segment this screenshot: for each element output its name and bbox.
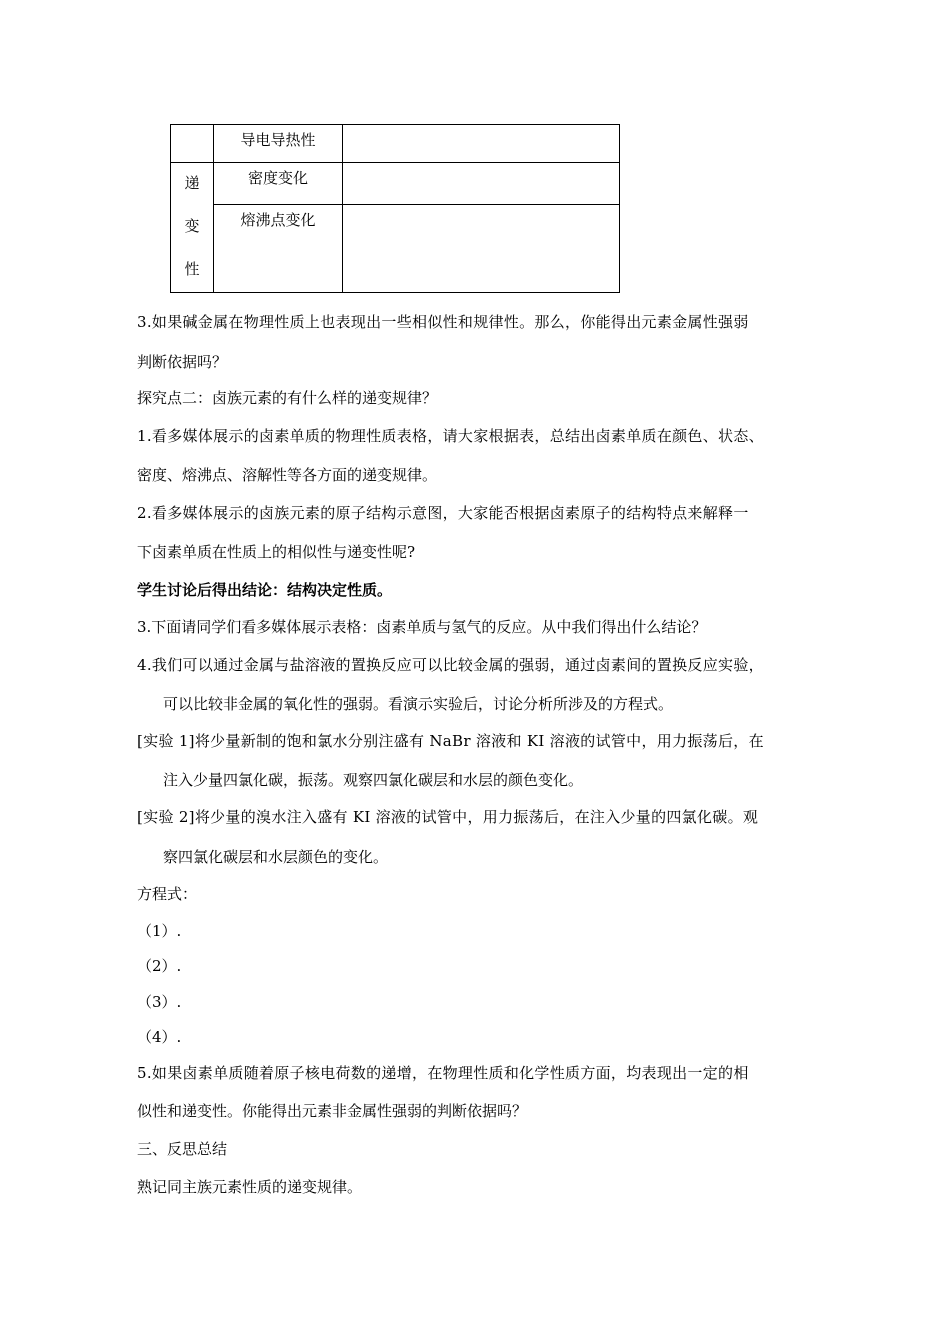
- paragraph-4-line-1: 4.我们可以通过金属与盐溶液的置换反应可以比较金属的强弱，通过卤素间的置换反应实验，: [137, 656, 764, 674]
- equation-3: （3）.: [137, 993, 182, 1011]
- properties-table: [170, 124, 620, 293]
- section-heading-2: 探究点二：卤族元素的有什么样的递变规律？: [137, 389, 438, 407]
- summary-text: 熟记同主族元素性质的递变规律。: [137, 1178, 363, 1196]
- group-label-cell: [171, 163, 214, 293]
- paragraph-1-line-2: 密度、熔沸点、溶解性等各方面的递变规律。: [137, 466, 438, 484]
- equation-4: （4）.: [137, 1028, 182, 1046]
- paragraph-4-line-2: 可以比较非金属的氧化性的强弱。看演示实验后，讨论分析所涉及的方程式。: [163, 695, 674, 713]
- table-cell-value: [343, 125, 620, 163]
- experiment-2-line-1: [实验 2]将少量的溴水注入盛有 KI 溶液的试管中，用力振荡后，在注入少量的四氯化碳。观: [137, 808, 759, 826]
- paragraph-1-line-1: 1.看多媒体展示的卤素单质的物理性质表格，请大家根据表，总结出卤素单质在颜色、状态、: [137, 427, 764, 445]
- group-label-char: 递: [184, 174, 200, 192]
- experiment-1-line-1: [实验 1]将少量新制的饱和氯水分别注盛有 NaBr 溶液和 KI 溶液的试管中，用力振荡后，在: [137, 732, 764, 750]
- experiment-1-line-2: 注入少量四氯化碳，振荡。观察四氯化碳层和水层的颜色变化。: [163, 771, 584, 789]
- row-label: 熔沸点变化: [240, 210, 316, 229]
- table-cell-label: [214, 163, 343, 205]
- table-cell-empty: [171, 125, 214, 163]
- paragraph-2-line-1: 2.看多媒体展示的卤族元素的原子结构示意图，大家能否根据卤素原子的结构特点来解释一: [137, 504, 749, 522]
- conclusion-bold: 学生讨论后得出结论：结构决定性质。: [137, 581, 393, 599]
- table-cell-value: [343, 163, 620, 205]
- equation-1: （1）.: [137, 922, 182, 940]
- row-label: 导电导热性: [240, 131, 316, 149]
- equation-2: （2）.: [137, 957, 182, 975]
- paragraph-3-line-1: 3.如果碱金属在物理性质上也表现出一些相似性和规律性。那么，你能得出元素金属性强弱: [137, 313, 749, 331]
- table-row: [171, 125, 620, 163]
- table-cell-label: [214, 125, 343, 163]
- paragraph-5-line-1: 5.如果卤素单质随着原子核电荷数的递增，在物理性质和化学性质方面，均表现出一定的相: [137, 1064, 749, 1082]
- table-cell-label: [214, 204, 343, 292]
- experiment-2-line-2: 察四氯化碳层和水层颜色的变化。: [163, 848, 389, 866]
- table-cell-value: [343, 204, 620, 292]
- paragraph-3b: 3.下面请同学们看多媒体展示表格：卤素单质与氢气的反应。从中我们得出什么结论？: [137, 618, 707, 636]
- paragraph-5-line-2: 似性和递变性。你能得出元素非金属性强弱的判断依据吗？: [137, 1102, 528, 1120]
- table-row: [171, 163, 620, 205]
- group-label-char: 性: [184, 260, 200, 278]
- row-label: 密度变化: [247, 169, 308, 187]
- table-row: [171, 204, 620, 292]
- paragraph-2-line-2: 下卤素单质在性质上的相似性与递变性呢?: [137, 543, 416, 561]
- section-heading-3: 三、反思总结: [137, 1140, 228, 1158]
- group-label-char: 变: [184, 217, 200, 235]
- paragraph-3-line-2: 判断依据吗？: [137, 353, 228, 371]
- equations-heading: 方程式：: [137, 885, 198, 903]
